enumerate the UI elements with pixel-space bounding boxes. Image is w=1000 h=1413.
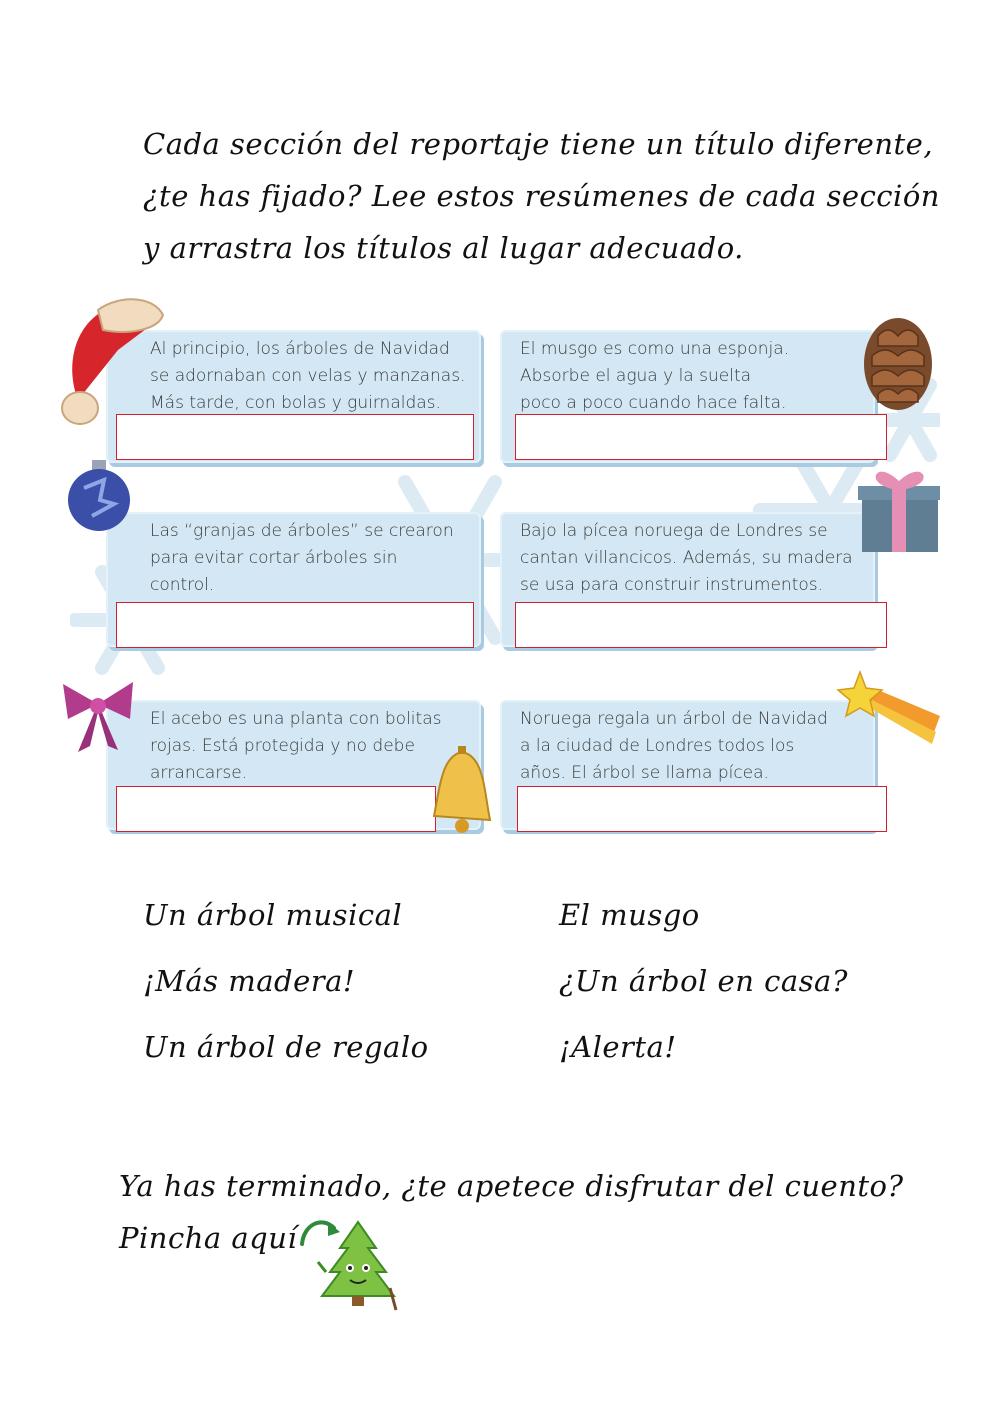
gift-box-icon (854, 460, 942, 556)
summary-line: El acebo es una planta con bolitas (150, 709, 442, 729)
summary-line: Las “granjas de árboles” se crearon (150, 521, 454, 541)
instructions-line-2: ¿te has fijado? Lee estos resúmenes de cada sección (143, 179, 940, 213)
summary-line: Bajo la pícea noruega de Londres se (520, 521, 828, 541)
summary-card-6-text (520, 706, 865, 787)
summary-card-1-text (150, 336, 471, 417)
title-option-mas-madera[interactable]: ¡Más madera! (143, 964, 356, 998)
instructions (143, 118, 940, 274)
shooting-star-icon (836, 668, 940, 752)
summary-line: arrancarse. (150, 763, 248, 783)
summary-line: a la ciudad de Londres todos los (520, 736, 795, 756)
instructions-line-1: Cada sección del reportaje tiene un título diferente, (143, 127, 934, 161)
instructions-line-3: y arrastra los títulos al lugar adecuado. (143, 231, 744, 265)
footer-line-2: Pincha aquí (119, 1221, 298, 1255)
drop-zone-6[interactable] (517, 786, 887, 832)
summary-line: rojas. Está protegida y no debe (150, 736, 415, 756)
summary-line: se usa para construir instrumentos. (520, 575, 824, 595)
drop-zone-3[interactable] (116, 602, 474, 648)
summary-board (70, 300, 940, 845)
summary-line: Absorbe el agua y la suelta (520, 366, 752, 386)
summary-line: poco a poco cuando hace falta. (520, 393, 787, 413)
footer (119, 1160, 904, 1264)
pinecone-icon (858, 306, 938, 416)
title-option-arbol-musical[interactable]: Un árbol musical (143, 898, 403, 932)
drop-zone-5[interactable] (116, 786, 436, 832)
summary-line: Noruega regala un árbol de Navidad (520, 709, 828, 729)
title-option-alerta[interactable]: ¡Alerta! (559, 1030, 677, 1064)
summary-line: Al principio, los árboles de Navidad (150, 339, 450, 359)
drop-zone-1[interactable] (116, 414, 474, 460)
ornament-ball-icon (66, 458, 132, 534)
drop-zone-2[interactable] (515, 414, 887, 460)
summary-card-4-text (520, 518, 865, 599)
summary-line: El musgo es como una esponja. (520, 339, 790, 359)
golden-bell-icon (430, 746, 494, 834)
title-option-arbol-de-regalo[interactable]: Un árbol de regalo (143, 1030, 429, 1064)
santa-hat-icon (58, 290, 168, 430)
christmas-tree-link-icon[interactable] (316, 1218, 400, 1312)
summary-card-5-text (150, 706, 471, 787)
title-option-musgo[interactable]: El musgo (559, 898, 700, 932)
summary-line: para evitar cortar árboles sin (150, 548, 398, 568)
bow-ribbon-icon (58, 674, 138, 754)
summary-line: se adornaban con velas y manzanas. (150, 366, 466, 386)
footer-line-1: Ya has terminado, ¿te apetece disfrutar del cuento? (119, 1169, 904, 1203)
summary-line: control. (150, 575, 215, 595)
summary-line: Más tarde, con bolas y guirnaldas. (150, 393, 441, 413)
drop-zone-4[interactable] (515, 602, 887, 648)
summary-card-3-text (150, 518, 471, 599)
summary-line: cantan villancicos. Además, su madera (520, 548, 853, 568)
summary-line: años. El árbol se llama pícea. (520, 763, 769, 783)
title-option-arbol-en-casa[interactable]: ¿Un árbol en casa? (559, 964, 848, 998)
summary-card-2-text (520, 336, 865, 417)
